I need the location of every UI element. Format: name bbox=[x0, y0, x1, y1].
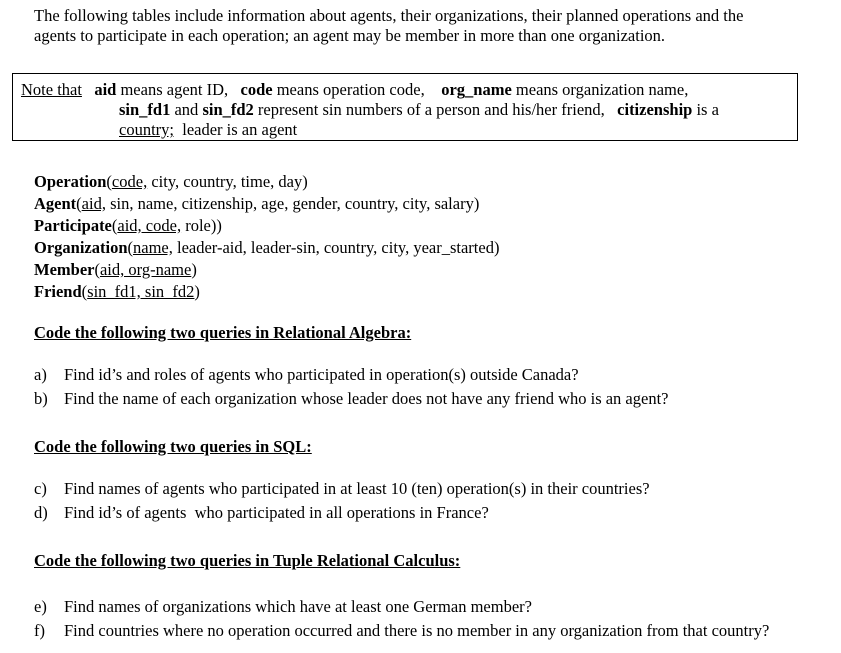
schema-key: aid, org-name bbox=[99, 260, 192, 279]
schema-paren: ( bbox=[127, 238, 133, 257]
note-leader: leader is an agent bbox=[174, 120, 298, 139]
note-citizenship-term: citizenship bbox=[617, 100, 693, 119]
question-text: Find names of organizations which have at least one German member? bbox=[64, 597, 532, 616]
schema-agent bbox=[34, 193, 499, 215]
note-code-term: code bbox=[240, 80, 273, 99]
note-sin1-term: sin_fd1 bbox=[119, 100, 171, 119]
note-box bbox=[12, 73, 798, 141]
question-label: f) bbox=[34, 621, 45, 640]
schema-attrs: city, country, time, day) bbox=[147, 172, 308, 191]
note-line-3 bbox=[119, 120, 297, 140]
note-org-term: org_name bbox=[441, 80, 512, 99]
note-line-2 bbox=[119, 100, 719, 120]
schema-list bbox=[34, 171, 499, 303]
question-f bbox=[34, 621, 769, 641]
note-org-desc: means organization name, bbox=[511, 80, 689, 99]
note-and: and bbox=[170, 100, 203, 119]
schema-name: Agent bbox=[34, 194, 77, 213]
note-sin2-term: sin_fd2 bbox=[202, 100, 254, 119]
schema-operation bbox=[34, 171, 499, 193]
note-line-1 bbox=[21, 80, 688, 100]
section-title-tuple-relational-calculus: Code the following two queries in Tuple Relational Calculus: bbox=[34, 551, 461, 570]
schema-name: Organization bbox=[34, 238, 128, 257]
schema-key: name, bbox=[133, 238, 173, 257]
schema-name: Friend bbox=[34, 282, 82, 301]
note-citizenship-desc: is a bbox=[692, 100, 719, 119]
question-b bbox=[34, 389, 669, 409]
question-label: a) bbox=[34, 365, 47, 384]
schema-key: aid, code, bbox=[117, 216, 182, 235]
question-text: Find the name of each organization whose leader does not have any friend who is an agent? bbox=[64, 389, 669, 408]
question-text: Find id’s and roles of agents who participated in operation(s) outside Canada? bbox=[64, 365, 579, 384]
schema-paren: ( bbox=[76, 194, 82, 213]
note-aid-term: aid bbox=[94, 80, 117, 99]
question-c bbox=[34, 479, 650, 499]
intro-line-2: agents to participate in each operation; an agent may be member in more than one organization. bbox=[34, 26, 666, 45]
note-sin-desc: represent sin numbers of a person and his/her friend, bbox=[253, 100, 605, 119]
question-label: c) bbox=[34, 479, 47, 498]
question-e bbox=[34, 597, 532, 617]
schema-key: code, bbox=[111, 172, 148, 191]
section-title-sql: Code the following two queries in SQL: bbox=[34, 437, 312, 456]
schema-attrs: leader-aid, leader-sin, country, city, year_started) bbox=[172, 238, 500, 257]
schema-paren: ( bbox=[94, 260, 100, 279]
schema-paren: ( bbox=[81, 282, 88, 301]
note-code-desc: means operation code, bbox=[272, 80, 425, 99]
question-text: Find countries where no operation occurred and there is no member in any organization from that country? bbox=[64, 621, 770, 640]
intro-line-1: The following tables include information about agents, their organizations, their planned operations and the bbox=[34, 6, 744, 25]
question-label: d) bbox=[34, 503, 48, 522]
note-country: country; bbox=[119, 120, 174, 139]
note-prefix: Note that bbox=[21, 80, 82, 99]
schema-member bbox=[34, 259, 499, 281]
question-text: Find names of agents who participated in at least 10 (ten) operation(s) in their countries? bbox=[64, 479, 650, 498]
question-text: Find id’s of agents who participated in all operations in France? bbox=[64, 503, 489, 522]
note-aid-desc: means agent ID, bbox=[116, 80, 229, 99]
schema-attrs: ) bbox=[194, 282, 200, 301]
question-label: e) bbox=[34, 597, 47, 616]
intro-paragraph bbox=[34, 6, 834, 46]
schema-attrs: role)) bbox=[181, 216, 222, 235]
question-a bbox=[34, 365, 579, 385]
schema-name: Participate bbox=[34, 216, 112, 235]
schema-name: Member bbox=[34, 260, 95, 279]
schema-friend bbox=[34, 281, 499, 303]
schema-attrs: ) bbox=[191, 260, 197, 279]
schema-participate bbox=[34, 215, 499, 237]
schema-paren: ( bbox=[106, 172, 112, 191]
question-label: b) bbox=[34, 389, 48, 408]
schema-key: sin_fd1, sin_fd2 bbox=[87, 282, 195, 301]
schema-key: aid, bbox=[81, 194, 106, 213]
schema-organization bbox=[34, 237, 499, 259]
schema-paren: ( bbox=[111, 216, 118, 235]
question-d bbox=[34, 503, 489, 523]
section-title-relational-algebra: Code the following two queries in Relational Algebra: bbox=[34, 323, 412, 342]
schema-name: Operation bbox=[34, 172, 107, 191]
schema-attrs: sin, name, citizenship, age, gender, country, city, salary) bbox=[105, 194, 480, 213]
